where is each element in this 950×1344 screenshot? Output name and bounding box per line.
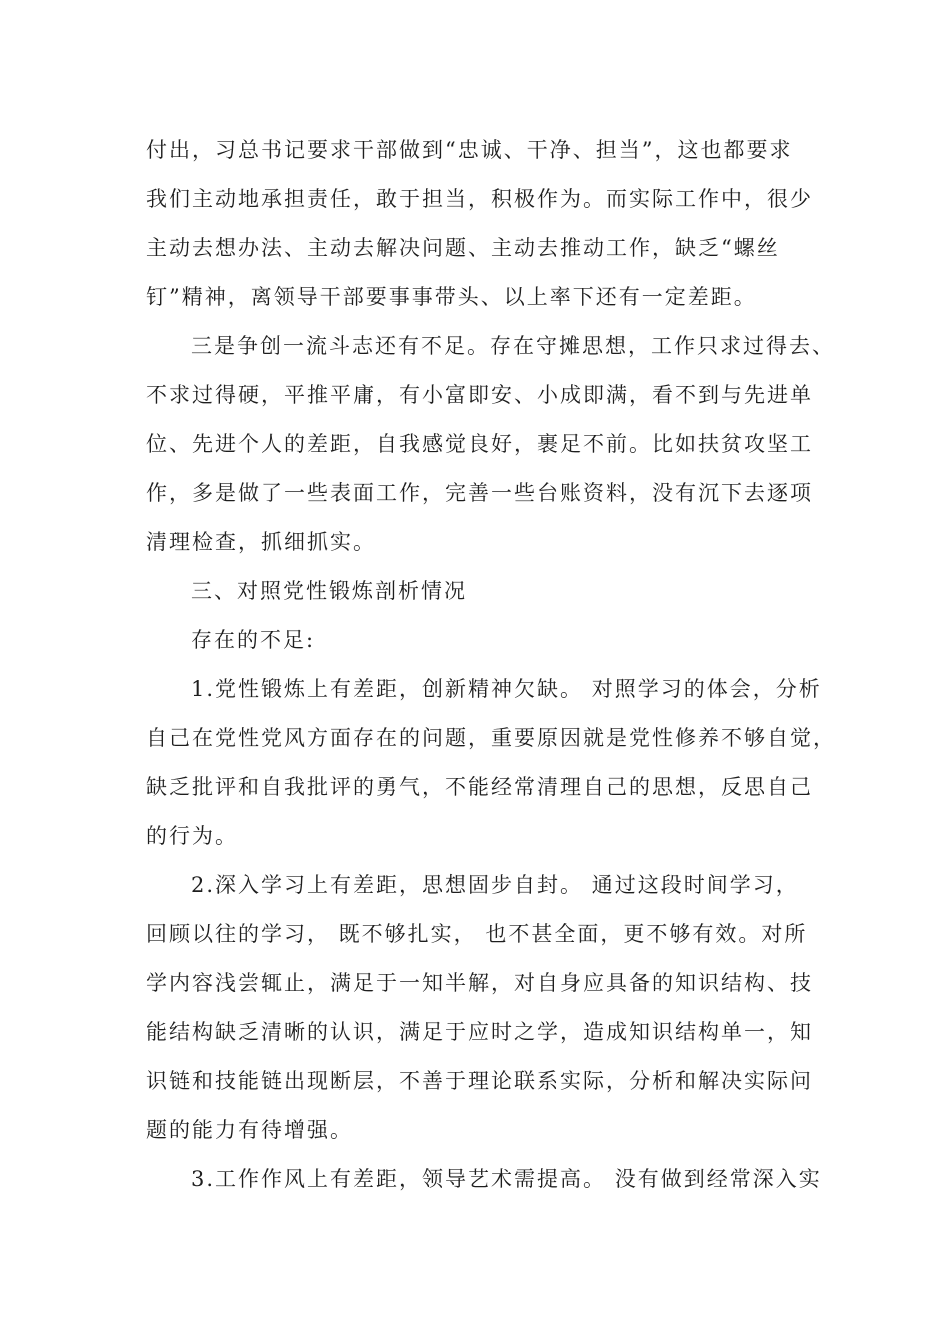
text-line: 缺乏批评和自我批评的勇气，不能经常清理自己的思想，反思自己 (146, 775, 813, 799)
text-line: 题的能力有待增强。 (146, 1118, 353, 1142)
text-line: 主动去想办法、主动去解决问题、主动去推动工作，缺乏“螺丝 (146, 236, 780, 260)
text-line: 付出，习总书记要求干部做到“忠诚、干净、担当”，这也都要求 (146, 138, 793, 162)
text-line: 回顾以往的学习， 既不够扎实， 也不甚全面，更不够有效。对所 (146, 922, 808, 946)
text-line: 学内容浅尝辄止，满足于一知半解，对自身应具备的知识结构、技 (146, 971, 813, 995)
text-line: 作，多是做了一些表面工作，完善一些台账资料，没有沉下去逐项 (146, 481, 813, 505)
text-line: 的行为。 (146, 824, 238, 848)
paragraph-first-line: 三是争创一流斗志还有不足。存在守摊思想，工作只求过得去、 (191, 334, 835, 358)
text-line: 识链和技能链出现断层，不善于理论联系实际，分析和解决实际问 (146, 1069, 813, 1093)
text-line: 位、先进个人的差距，自我感觉良好，裹足不前。比如扶贫攻坚工 (146, 432, 813, 456)
text-line: 我们主动地承担责任，敢于担当，积极作为。而实际工作中，很少 (146, 187, 813, 211)
section-heading: 三、对照党性锻炼剖析情况 (191, 579, 467, 603)
numbered-item-first-line: 3.工作作风上有差距，领导艺术需提高。 没有做到经常深入实 (191, 1167, 822, 1191)
text-line: 钉”精神，离领导干部要事事带头、以上率下还有一定差距。 (146, 285, 757, 309)
document-body (146, 126, 836, 1204)
text-line: 自己在党性党风方面存在的问题，重要原因就是党性修养不够自觉， (146, 726, 836, 750)
subheading: 存在的不足: (191, 628, 316, 652)
numbered-item-first-line: 1.党性锻炼上有差距，创新精神欠缺。 对照学习的体会，分析 (191, 677, 822, 701)
text-line: 能结构缺乏清晰的认识，满足于应时之学，造成知识结构单一，知 (146, 1020, 813, 1044)
text-line: 不求过得硬，平推平庸，有小富即安、小成即满，看不到与先进单 (146, 383, 813, 407)
text-line: 清理检查，抓细抓实。 (146, 530, 376, 554)
numbered-item-first-line: 2.深入学习上有差距，思想固步自封。 通过这段时间学习， (191, 873, 799, 897)
